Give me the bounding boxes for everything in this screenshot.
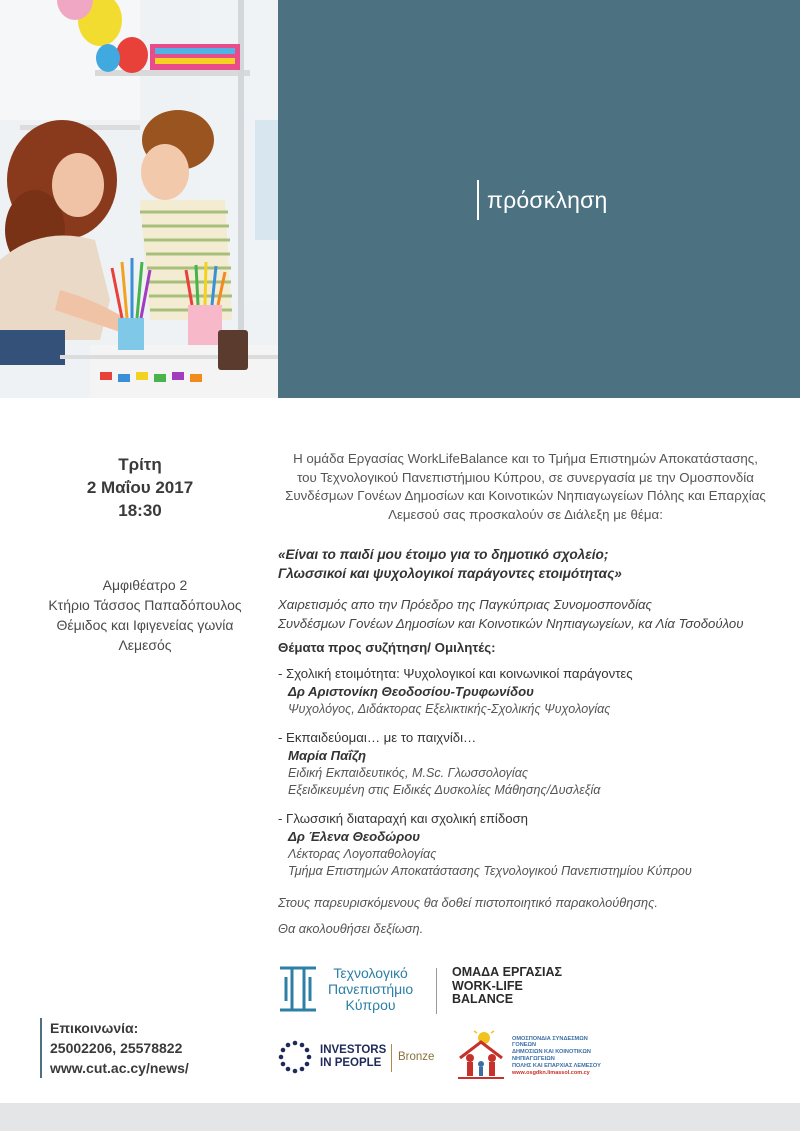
- intro-line: Η ομάδα Εργασίας WorkLifeBalance και το Τμήμα Επιστημών Αποκατάστασης,: [293, 451, 758, 466]
- iip-line: IN PEOPLE: [320, 1057, 382, 1069]
- speaker-role: Ειδική Εκπαιδευτικός, M.Sc. Γλωσσολογίας: [288, 765, 529, 780]
- event-venue: [40, 575, 250, 655]
- contact-label: Επικοινωνία:: [50, 1020, 139, 1036]
- federation-name: [512, 1036, 607, 1077]
- venue-line: Θέμιδος και Ιφιγενείας γωνία: [56, 617, 234, 633]
- certificate-note: Στους παρευρισκόμενους θα δοθεί πιστοποιητικό παρακολούθησης.: [278, 895, 658, 910]
- logo-divider: [436, 968, 437, 1014]
- teacher-child-illustration: [0, 0, 278, 398]
- talk-item: [278, 729, 778, 800]
- venue-line: Κτήριο Τάσσος Παπαδόπουλος: [48, 597, 242, 613]
- contact-block: [40, 1018, 189, 1078]
- wlb-logo: [452, 966, 562, 1007]
- cut-name-line: Πανεπιστήμιο: [328, 981, 414, 997]
- talks-list: [278, 665, 778, 891]
- wlb-line: BALANCE: [452, 992, 514, 1006]
- iip-name: [320, 1044, 386, 1070]
- cut-name-line: Κύπρου: [345, 997, 396, 1013]
- wlb-line: ΟΜΑΔΑ ΕΡΓΑΣΙΑΣ: [452, 965, 563, 979]
- contact-phones: 25002206, 25578822: [50, 1040, 183, 1056]
- talk-title: - Σχολική ετοιμότητα: Ψυχολογικοί και κοινωνικοί παράγοντες: [278, 666, 633, 681]
- speaker-role: Ψυχολόγος, Διδάκτορας Εξελικτικής-Σχολικής Ψυχολογίας: [288, 702, 611, 716]
- federation-line: ΔΗΜΟΣΙΩΝ ΚΑΙ ΚΟΙΝΟΤΙΚΩΝ ΝΗΠΙΑΓΩΓΕΙΩΝ: [512, 1049, 591, 1062]
- laurel-wreath-icon: [278, 1040, 312, 1074]
- event-day: Τρίτη: [118, 455, 162, 474]
- talk-item: [278, 665, 778, 719]
- iip-line: INVESTORS: [320, 1044, 387, 1056]
- page-title: πρόσκληση: [487, 186, 608, 213]
- reception-note: Θα ακολουθήσει δεξίωση.: [278, 921, 424, 936]
- cut-emblem-icon: [278, 965, 318, 1013]
- greeting: [278, 596, 778, 633]
- intro-line: Συνδέσμων Γονέων Δημοσίων και Κοινοτικών Νηπιαγωγείων Πόλης και Επαρχίας: [285, 488, 766, 503]
- header-photo: [0, 0, 278, 398]
- iip-divider: [391, 1044, 392, 1072]
- cut-name-line: Τεχνολογικό: [333, 965, 408, 981]
- federation-url[interactable]: www.osgdkn.limassol.com.cy: [512, 1069, 590, 1076]
- topic-line: «Είναι το παιδί μου έτοιμο για το δημοτικό σχολείο;: [278, 547, 609, 562]
- talk-speaker: Δρ Έλενα Θεοδώρου: [288, 828, 421, 844]
- lecture-topic: [278, 545, 773, 583]
- speaker-role: Τμήμα Επιστημών Αποκατάστασης Τεχνολογικού Πανεπιστημίου Κύπρου: [288, 864, 692, 878]
- title-block: [477, 180, 608, 220]
- event-date: 2 Μαΐου 2017: [86, 478, 194, 497]
- event-datetime: [40, 453, 240, 522]
- talk-title: - Γλωσσική διαταραχή και σχολική επίδοση: [278, 810, 529, 826]
- topics-heading: Θέματα προς συζήτηση/ Ομιλητές:: [278, 640, 496, 655]
- contact-url[interactable]: www.cut.ac.cy/news/: [50, 1060, 189, 1076]
- talk-item: [278, 810, 778, 881]
- talk-speaker: Μαρία Παΐζη: [288, 747, 366, 763]
- cut-name: [328, 965, 413, 1013]
- intro-line: του Τεχνολογικού Πανεπιστήμιου Κύπρου, σε συνεργασία με την Ομοσπονδία: [297, 469, 754, 485]
- intro-paragraph: [278, 450, 773, 524]
- iip-level: Bronze: [398, 1051, 435, 1063]
- family-house-icon: [456, 1030, 506, 1082]
- event-time: 18:30: [118, 501, 162, 520]
- investors-in-people-logo: [278, 1040, 386, 1074]
- wlb-line: WORK-LIFE: [452, 978, 523, 993]
- footer-bar: [0, 1103, 800, 1131]
- federation-logo: [456, 1030, 607, 1082]
- venue-line: Αμφιθέατρο 2: [102, 577, 188, 593]
- federation-line: ΟΜΟΣΠΟΝΔΙΑ ΣΥΝΔΕΣΜΩΝ ΓΟΝΕΩΝ: [512, 1035, 588, 1049]
- venue-line: Λεμεσός: [118, 637, 172, 653]
- speaker-role: Εξειδικευμένη στις Ειδικές Δυσκολίες Μάθησης/Δυσλεξία: [288, 783, 601, 797]
- cut-logo: [278, 965, 413, 1013]
- intro-line: Λεμεσού σας προσκαλούν σε Διάλεξη με θέμα:: [388, 506, 663, 522]
- talk-title: - Εκπαιδεύομαι… με το παιχνίδι…: [278, 729, 477, 745]
- federation-line: ΠΟΛΗΣ ΚΑΙ ΕΠΑΡΧΙΑΣ ΛΕΜΕΣΟΥ: [512, 1062, 601, 1069]
- talk-speaker: Δρ Αριστονίκη Θεοδοσίου-Τρυφωνίδου: [288, 684, 534, 699]
- greeting-line: Συνδέσμων Γονέων Δημοσίων και Κοινοτικών Νηπιαγωγείων, κα Λία Τσοδούλου: [278, 615, 744, 631]
- topic-line: Γλωσσικοί και ψυχολογικοί παράγοντες ετοιμότητας»: [278, 566, 622, 581]
- greeting-line: Χαιρετισμός απο την Πρόεδρο της Παγκύπριας Συνομοσπονδίας: [278, 597, 652, 612]
- speaker-role: Λέκτορας Λογοπαθολογίας: [288, 846, 437, 861]
